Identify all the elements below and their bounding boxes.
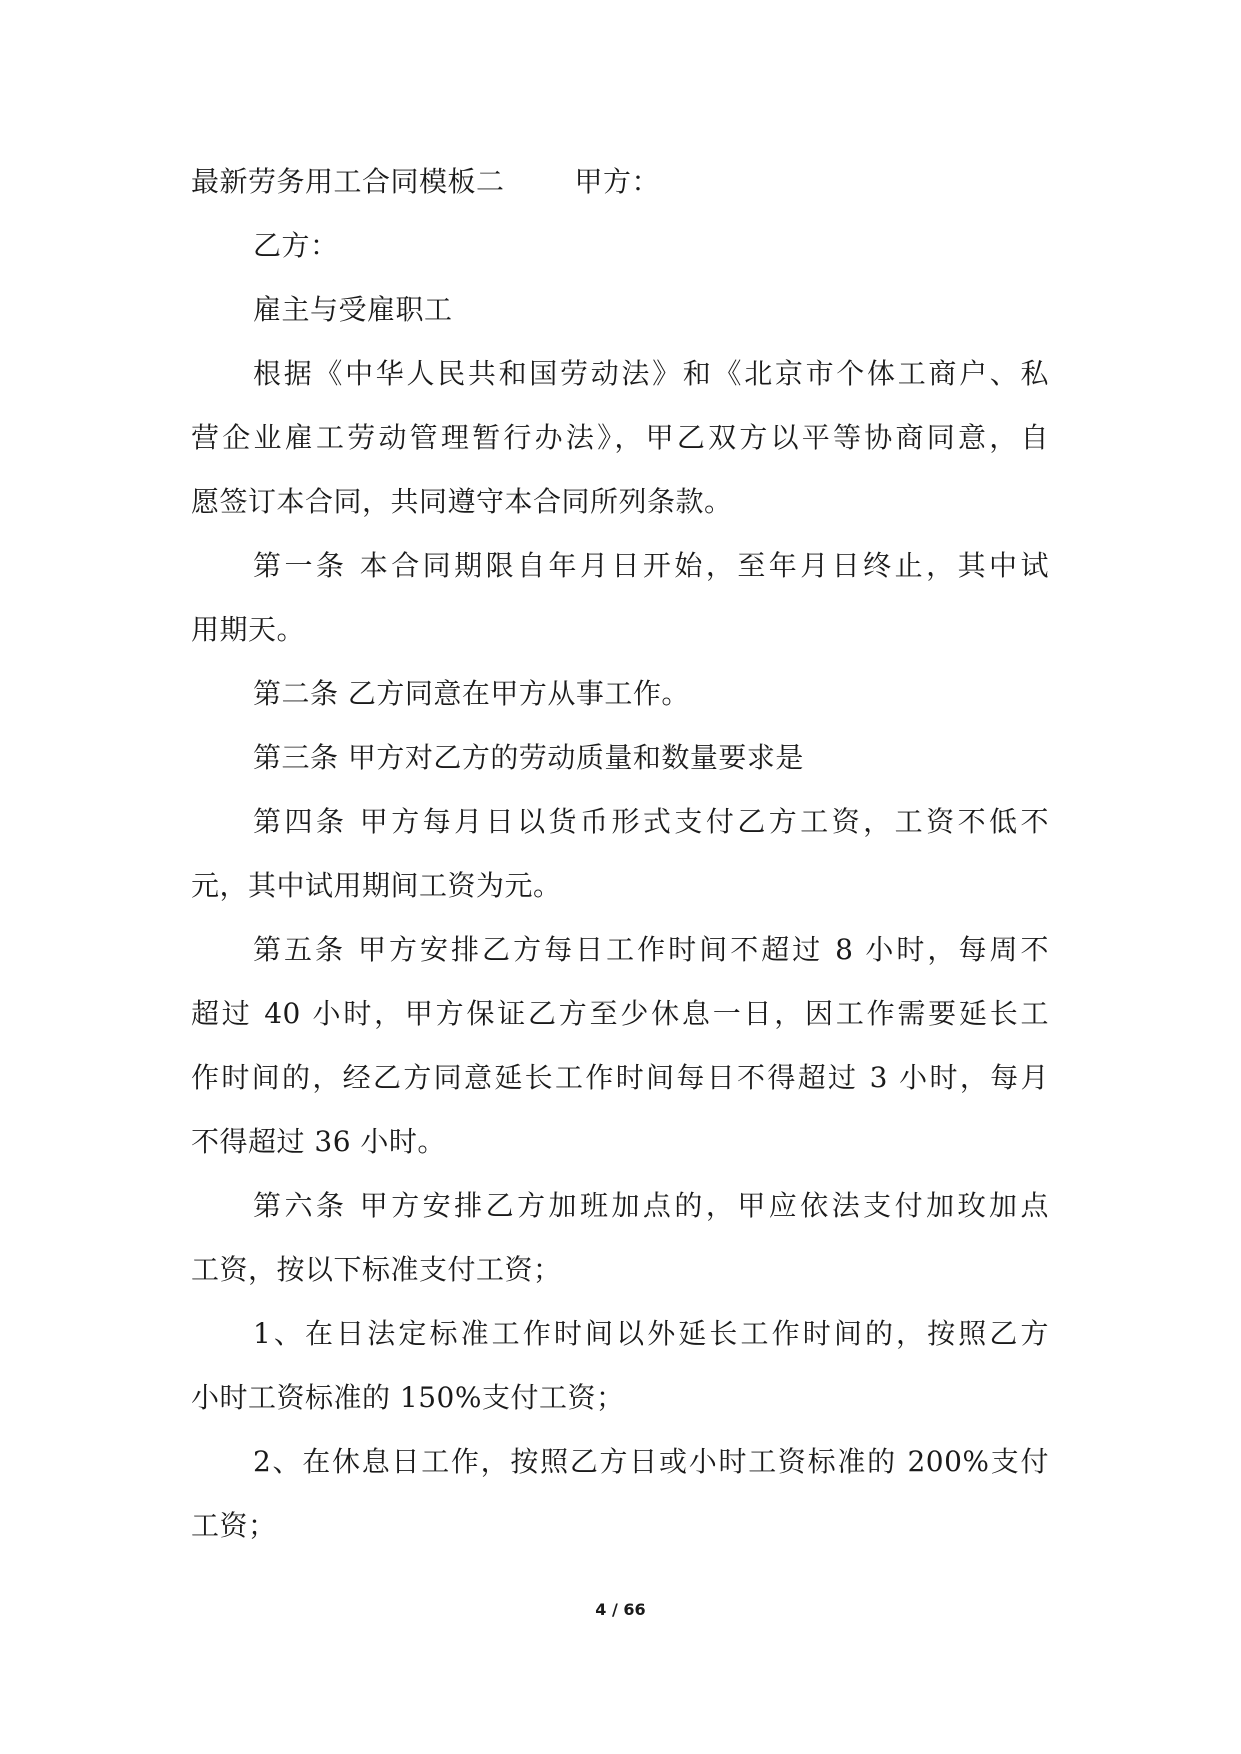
paragraph <box>191 1430 1049 1558</box>
paragraph-line: 第六条 甲方安排乙方加班加点的，甲应依法支付加玫加点 <box>253 1189 1049 1222</box>
page-number: 4 / 66 <box>595 1600 646 1619</box>
document-body <box>191 150 1049 1558</box>
paragraph <box>191 342 1049 534</box>
paragraph-line: 第二条 乙方同意在甲方从事工作。 <box>253 677 690 710</box>
paragraph-line: 工资； <box>191 1509 277 1542</box>
paragraph-line: 超过 40 小时，甲方保证乙方至少休息一日，因工作需要延长工 <box>191 997 1049 1030</box>
paragraph-line: 根据《中华人民共和国劳动法》和《北京市个体工商户、私 <box>253 357 1049 390</box>
party-a-label: 甲方： <box>574 165 661 198</box>
paragraph <box>191 790 1049 918</box>
paragraph-line: 第四条 甲方每月日以货币形式支付乙方工资，工资不低不 <box>253 805 1049 838</box>
document-title: 最新劳务用工合同模板二 <box>191 165 505 198</box>
paragraph-line: 小时工资标准的 150%支付工资； <box>191 1381 625 1414</box>
paragraph-line: 不得超过 36 小时。 <box>191 1125 446 1158</box>
paragraph <box>191 726 1049 790</box>
paragraph <box>191 1302 1049 1430</box>
paragraph-line: 营企业雇工劳动管理暂行办法》，甲乙双方以平等协商同意，自 <box>191 421 1049 454</box>
party-b-label: 乙方： <box>253 229 339 262</box>
paragraph-line: 第一条 本合同期限自年月日开始，至年月日终止，其中试 <box>253 549 1049 582</box>
paragraph-line: 工资，按以下标准支付工资； <box>191 1253 562 1286</box>
paragraph-line: 元，其中试用期间工资为元。 <box>191 869 562 902</box>
paragraph-line: 1、在日法定标准工作时间以外延长工作时间的，按照乙方 <box>253 1317 1049 1350</box>
document-subtitle: 雇主与受雇职工 <box>253 293 453 326</box>
paragraph <box>191 662 1049 726</box>
paragraph-line: 愿签订本合同，共同遵守本合同所列条款。 <box>191 485 733 518</box>
paragraph-line: 2、在休息日工作，按照乙方日或小时工资标准的 200%支付 <box>253 1445 1049 1478</box>
paragraph <box>191 918 1049 1174</box>
paragraph-line: 第五条 甲方安排乙方每日工作时间不超过 8 小时，每周不 <box>253 933 1049 966</box>
paragraph <box>191 1174 1049 1302</box>
paragraph-line: 作时间的，经乙方同意延长工作时间每日不得超过 3 小时，每月 <box>191 1061 1049 1094</box>
title-line <box>191 150 1049 214</box>
paragraph <box>191 534 1049 662</box>
paragraph-line: 第三条 甲方对乙方的劳动质量和数量要求是 <box>253 741 804 774</box>
paragraph-line: 用期天。 <box>191 613 306 646</box>
